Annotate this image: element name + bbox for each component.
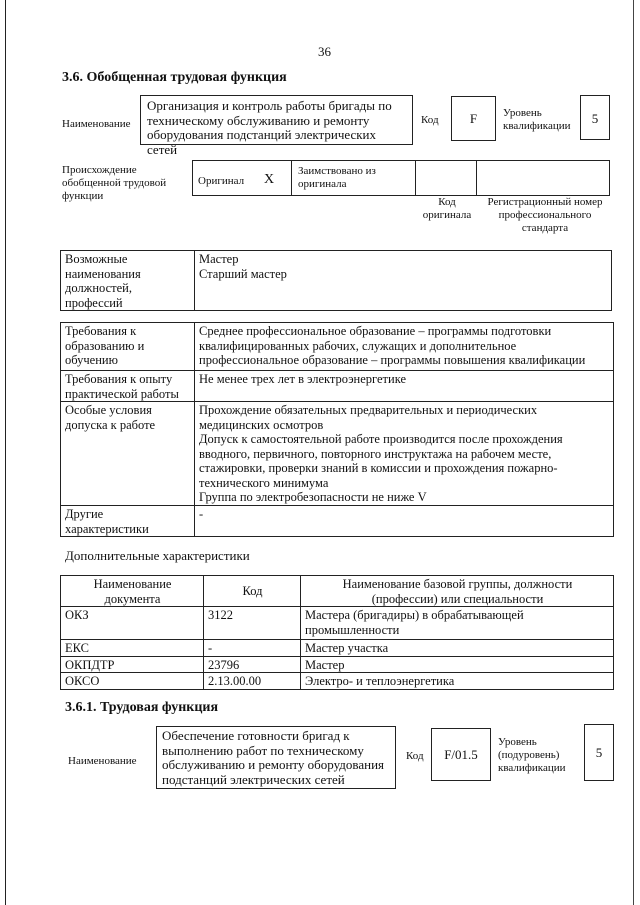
tf-name-value-box xyxy=(156,726,396,789)
table-row xyxy=(61,371,614,402)
tf-level-value: 5 xyxy=(595,745,603,760)
level-value-box xyxy=(580,95,610,140)
header-group: Наименование базовой группы, должности (профессии) или специальности xyxy=(301,576,614,607)
tf-name-label: Наименование xyxy=(68,755,137,767)
level-value: 5 xyxy=(591,111,599,126)
requirement-value: - xyxy=(195,506,614,537)
tf-code-value: F/01.5 xyxy=(444,747,478,762)
code-value: F xyxy=(469,111,478,126)
name-label: Наименование xyxy=(62,118,131,130)
table-cell: ОКСО xyxy=(61,673,204,690)
table-cell: 3122 xyxy=(204,607,301,640)
tf-code-label: Код xyxy=(406,750,424,762)
section-heading: 3.6. Обобщенная трудовая функция xyxy=(62,70,287,85)
original-label: Оригинал xyxy=(198,175,245,187)
origin-box xyxy=(192,160,610,196)
tf-level-label: Уровень (подуровень) квалификации xyxy=(498,736,566,774)
code-value-box xyxy=(451,96,496,141)
table-cell: ОКЗ xyxy=(61,607,204,640)
table-cell: ЕКС xyxy=(61,640,204,657)
origin-label: Происхождение обобщенной трудовой функции xyxy=(62,164,167,202)
tf-name-value: Обеспечение готовности бригад к выполнению работ по техническому обслуживанию и ремонту оборудования подстанций электрических сетей xyxy=(162,728,385,787)
borrowed-label: Заимствовано из оригинала xyxy=(298,165,376,190)
table-row xyxy=(61,640,614,657)
table-cell: 23796 xyxy=(204,656,301,673)
page-border-right xyxy=(633,0,634,905)
requirement-value: Не менее трех лет в электроэнергетике xyxy=(195,371,614,402)
subsection-heading: 3.6.1. Трудовая функция xyxy=(65,700,219,715)
requirements-table xyxy=(60,322,614,537)
registration-caption: Регистрационный номер профессионального стандарта xyxy=(487,196,603,234)
table-row xyxy=(61,323,614,371)
additional-title: Дополнительные характеристики xyxy=(65,548,250,563)
origin-divider-1 xyxy=(291,160,292,196)
table-cell: ОКПДТР xyxy=(61,656,204,673)
name-value-box xyxy=(140,95,413,157)
original-mark: X xyxy=(264,172,275,187)
header-code: Код xyxy=(204,576,301,607)
table-cell: Мастера (бригадиры) в обрабатывающей промышленности xyxy=(301,607,614,640)
requirement-label: Требования к образованию и обучению xyxy=(61,323,195,371)
table-row xyxy=(61,402,614,506)
tf-code-value-box xyxy=(431,728,491,781)
code-label: Код xyxy=(421,114,439,126)
page-number: 36 xyxy=(318,44,331,59)
positions-label: Возможные наименования должностей, профессий xyxy=(61,251,195,311)
header-document: Наименование документа xyxy=(61,576,204,607)
requirement-label: Другие характеристики xyxy=(61,506,195,537)
requirement-label: Особые условия допуска к работе xyxy=(61,402,195,506)
table-cell: Мастер xyxy=(301,656,614,673)
origin-divider-2 xyxy=(415,160,416,196)
code-original-caption: Код оригинала xyxy=(422,196,472,221)
tf-level-value-box xyxy=(584,724,614,781)
table-cell: 2.13.00.00 xyxy=(204,673,301,690)
table-cell: Мастер участка xyxy=(301,640,614,657)
page-border-left xyxy=(5,0,6,905)
positions-table xyxy=(60,250,612,311)
additional-table xyxy=(60,575,614,690)
table-header-row xyxy=(61,576,614,607)
level-label: Уровень квалификации xyxy=(503,107,571,132)
table-cell: - xyxy=(204,640,301,657)
table-row xyxy=(61,656,614,673)
table-row xyxy=(61,673,614,690)
table-row xyxy=(61,506,614,537)
requirement-value: Прохождение обязательных предварительных и периодических медицинских осмотров Допуск к самостоятельной работе производится после прохождения вводного, первичного, повторного инструктажа на рабочем месте, стажировки, проверки знаний в комиссии и прохождения пожарно- технического минимума Группа по электробезопасности не ниже V xyxy=(195,402,614,506)
table-row xyxy=(61,607,614,640)
positions-value: Мастер Старший мастер xyxy=(195,251,612,311)
table-cell: Электро- и теплоэнергетика xyxy=(301,673,614,690)
name-value: Организация и контроль работы бригады по техническому обслуживанию и ремонту оборудования подстанций электрических сетей xyxy=(147,98,392,157)
requirement-label: Требования к опыту практической работы xyxy=(61,371,195,402)
origin-divider-3 xyxy=(476,160,477,196)
requirement-value: Среднее профессиональное образование – программы подготовки квалифицированных рабочих, служащих и дополнительное профессиональное образование – программы повышения квалификации xyxy=(195,323,614,371)
